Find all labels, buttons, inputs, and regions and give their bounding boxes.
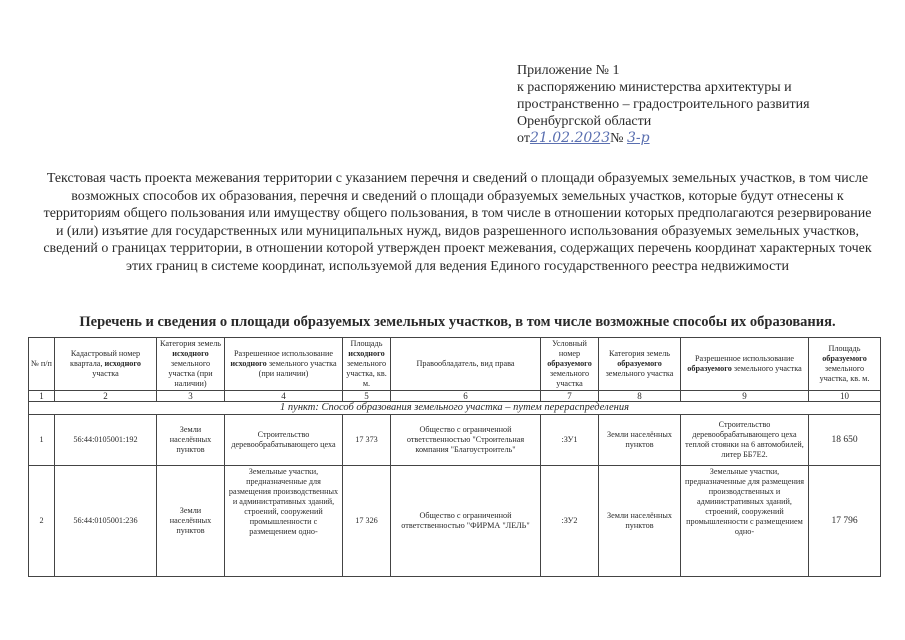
column-number: 2: [55, 391, 157, 402]
appendix-block: [517, 62, 810, 147]
column-number: 10: [809, 391, 881, 402]
cell-owner: Общество с ограниченной ответственностью "Строительная компания "Благоустроитель": [391, 415, 541, 466]
column-number: 3: [157, 391, 225, 402]
cell-owner: Общество с ограниченной ответственностью "ФИРМА "ЛЕЛЬ": [391, 466, 541, 577]
cell-use-new: Строительство деревообрабатывающего цеха теплой стоянки на 6 автомобилей, литер ББ7Е2.: [681, 415, 809, 466]
cell-cadastral: 56:44:0105001:192: [55, 415, 157, 466]
column-number: 4: [225, 391, 343, 402]
cell-cadastral: 56:44:0105001:236: [55, 466, 157, 577]
header-cell: Категория земель образуемого земельного участка: [599, 338, 681, 391]
appendix-line: Оренбургской области: [517, 114, 652, 129]
handwritten-number: 3-р: [626, 130, 650, 146]
cell-area-src: 17 373: [343, 415, 391, 466]
cell-category-new: Земли населённых пунктов: [599, 415, 681, 466]
cell-cond-num: :ЗУ1: [541, 415, 599, 466]
cell-category-src: Земли населённых пунктов: [157, 466, 225, 577]
header-row: [29, 338, 881, 391]
header-cell: Площадь исходного земельного участка, кв. м.: [343, 338, 391, 391]
header-cell: Площадь образуемого земельного участка, кв. м.: [809, 338, 881, 391]
column-number: 1: [29, 391, 55, 402]
cell-area-src: 17 326: [343, 466, 391, 577]
section-row: [29, 402, 881, 415]
column-number: 8: [599, 391, 681, 402]
header-cell: № п/п: [29, 338, 55, 391]
column-number-row: [29, 391, 881, 402]
cell-use-new: Земельные участки, предназначенные для размещения производственных и административных зданий, строений, сооружений промышленности с размещением одно-: [681, 466, 809, 577]
header-cell: Правообладатель, вид права: [391, 338, 541, 391]
cell-category-new: Земли населённых пунктов: [599, 466, 681, 577]
number-label: №: [610, 131, 624, 146]
cell-num: 1: [29, 415, 55, 466]
header-cell: Кадастровый номер квартала, исходного участка: [55, 338, 157, 391]
appendix-date-line: [517, 130, 810, 147]
header-cell: Условный номер образуемого земельного участка: [541, 338, 599, 391]
column-number: 6: [391, 391, 541, 402]
column-number: 7: [541, 391, 599, 402]
appendix-title: Приложение № 1: [517, 63, 620, 78]
table-heading: Перечень и сведения о площади образуемых земельных участков, в том числе возможные способы их образования.: [79, 314, 836, 330]
column-number: 9: [681, 391, 809, 402]
cell-category-src: Земли населённых пунктов: [157, 415, 225, 466]
appendix-line: пространственно – градостроительного развития: [517, 97, 810, 112]
column-number: 5: [343, 391, 391, 402]
header-cell: Разрешенное использование исходного земельного участка (при наличии): [225, 338, 343, 391]
from-label: от: [517, 131, 530, 146]
cell-use-src: Земельные участки, предназначенные для размещения производственных и административных зданий, строений, сооружений промышленности с размещением одно-: [225, 466, 343, 577]
cell-area-new: 18 650: [809, 415, 881, 466]
cell-cond-num: :ЗУ2: [541, 466, 599, 577]
appendix-line: к распоряжению министерства архитектуры и: [517, 80, 792, 95]
header-cell: Разрешенное использование образуемого земельного участка: [681, 338, 809, 391]
section-title: 1 пункт: Способ образования земельного участка – путем перераспределения: [29, 402, 881, 415]
land-plots-table: [28, 337, 881, 577]
cell-use-src: Строительство деревообрабатывающего цеха: [225, 415, 343, 466]
handwritten-date: 21.02.2023: [529, 130, 611, 146]
table-row: [29, 466, 881, 577]
cell-num: 2: [29, 466, 55, 577]
cell-area-new: 17 796: [809, 466, 881, 577]
header-cell: Категория земель исходного земельного участка (при наличии): [157, 338, 225, 391]
table-row: [29, 415, 881, 466]
intro-text: Текстовая часть проекта межевания территории с указанием перечня и сведений о площади образуемых земельных участков, в том числе возможных способов их образования, перечня и сведений о площади образуемых земельных участков, которые будут отнесены к территориям общего пользования или имуществу общего пользования, в том числе в отношении которых предполагаются резервирование и (или) изъятие для государственных или муниципальных нужд, видов разрешенного использования образуемых земельных участков, сведений о границах территории, в отношении которой утвержден проект межевания, содержащих перечень координат характерных точек этих границ в системе координат, используемой для ведения Единого государственного реестра недвижимости: [43, 171, 872, 274]
